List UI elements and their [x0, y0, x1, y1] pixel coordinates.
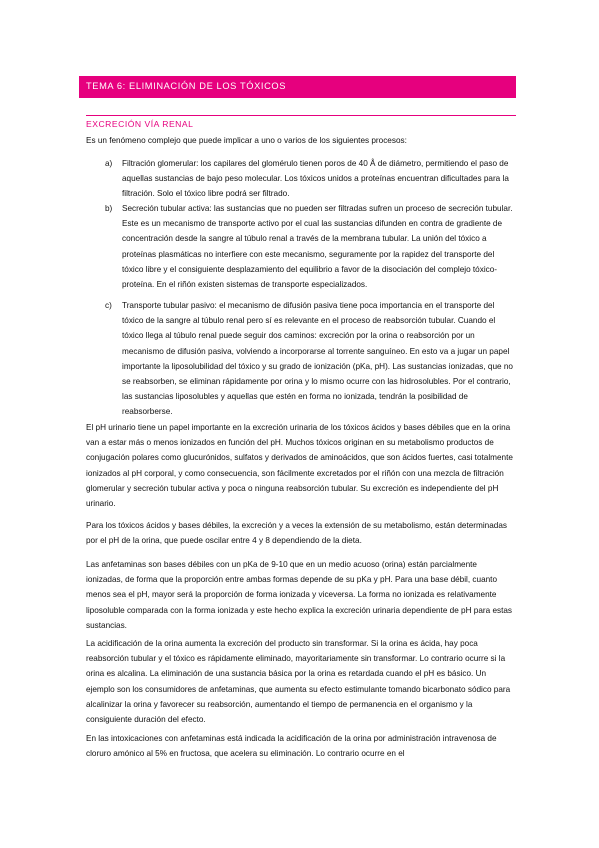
- section-divider: [86, 115, 516, 116]
- list-item-letter: b): [105, 204, 113, 213]
- section-heading: EXCRECIÓN VÍA RENAL: [86, 119, 194, 129]
- body-paragraph: La acidificación de la orina aumenta la excreción del producto sin transformar. Si la orina es ácida, hay poca reabsorción tubular y el tóxico es rápidamente eliminado, mayoritariamente sin transformar. Lo contrario ocurre si la orina es alcalina. La eliminación de una sustancia básica por la orina es retardada cuando el pH es básico. Un ejemplo son los consumidores de anfetaminas, que aumenta su efecto estimulante tomando bicarbonato sódico para alcalinizar la orina y favorecer su reabsorción, aumentando el tiempo de permanencia en el organismo y la consiguiente duración del efecto.: [86, 639, 511, 725]
- body-paragraph: Las anfetaminas son bases débiles con un pKa de 9-10 que en un medio acuoso (orina) están parcialmente ionizadas, de forma que la proporción entre ambas formas depende de su pKa y pH. Para una base débil, cuanto menos sea el pH, mayor será la proporción de forma ionizada y viceversa. La forma no ionizada es relativamente liposoluble comparada con la forma ionizada y este hecho explica la excreción urinaria dependiente de pH para estas sustancias.: [86, 560, 513, 630]
- body-paragraph: El pH urinario tiene un papel importante en la excreción urinaria de los tóxicos ácidos y bases débiles que en la orina van a estar más o menos ionizados en función del pH. Muchos tóxicos originan en su metabolismo productos de conjugación polares como glucurónidos, sulfatos y derivados de aminoácidos, que son ácidos fuertes, casi totalmente ionizados al pH corporal, y como consecuencia, son fácilmente excretados por el riñón con una mezcla de filtración glomerular y secreción tubular activa y poca o ninguna reabsorción tubular. Su excreción es independiente del pH urinario.: [86, 423, 513, 509]
- list-item-letter: c): [105, 301, 112, 310]
- intro-paragraph: Es un fenómeno complejo que puede implicar a uno o varios de los siguientes procesos:: [86, 136, 407, 145]
- list-item-text: Filtración glomerular: los capilares del glomérulo tienen poros de 40 Å de diámetro, permitiendo el paso de aquellas sustancias de bajo peso molecular. Los tóxicos unidos a proteínas encuentran dificultades para la filtración. Solo el tóxico libre podrá ser filtrado.: [122, 159, 509, 199]
- list-item-text: Secreción tubular activa: las sustancias que no pueden ser filtradas sufren un proceso de secreción tubular. Este es un mecanismo de transporte activo por el cual las sustancias difunden en contra de gradiente de concentración desde la sangre al túbulo renal a través de la membrana tubular. La unión del tóxico a proteínas plasmáticas no interfiere con este mecanismo, seguramente por la rapidez del transporte del tóxico libre y el consiguiente desplazamiento del equilibrio a favor de la disociación del complejo tóxico-proteína. En el riñón existen sistemas de transporte especializados.: [122, 204, 513, 290]
- body-paragraph: Para los tóxicos ácidos y bases débiles, la excreción y a veces la extensión de su metabolismo, están determinadas por el pH de la orina, que puede oscilar entre 4 y 8 dependiendo de la dieta.: [86, 521, 507, 546]
- page-title: TEMA 6: ELIMINACIÓN DE LOS TÓXICOS: [86, 81, 287, 91]
- title-bar: [79, 76, 516, 98]
- list-item-text: Transporte tubular pasivo: el mecanismo de difusión pasiva tiene poca importancia en el transporte del tóxico de la sangre al túbulo renal pero sí es relevante en el proceso de reabsorción tubular. Cuando el tóxico llega al túbulo renal puede seguir dos caminos: excreción por la orina o reabsorción por un mecanismo de difusión pasiva, volviendo a incorporarse al torrente sanguíneo. En esto va a jugar un papel importante la liposolubilidad del tóxico y su grado de ionización (pKa, pH). Las sustancias ionizadas, que no se reabsorben, se eliminan rápidamente por orina y lo mismo ocurre con las hidrosolubles. Por el contrario, las sustancias liposolubles y aquellas que estén en forma no ionizada, tendrán la posibilidad de reabsorberse.: [122, 301, 513, 417]
- body-paragraph: En las intoxicaciones con anfetaminas está indicada la acidificación de la orina por administración intravenosa de cloruro amónico al 5% en fructosa, que acelera su eliminación. Lo contrario ocurre en el: [86, 734, 497, 759]
- list-item-letter: a): [105, 159, 113, 168]
